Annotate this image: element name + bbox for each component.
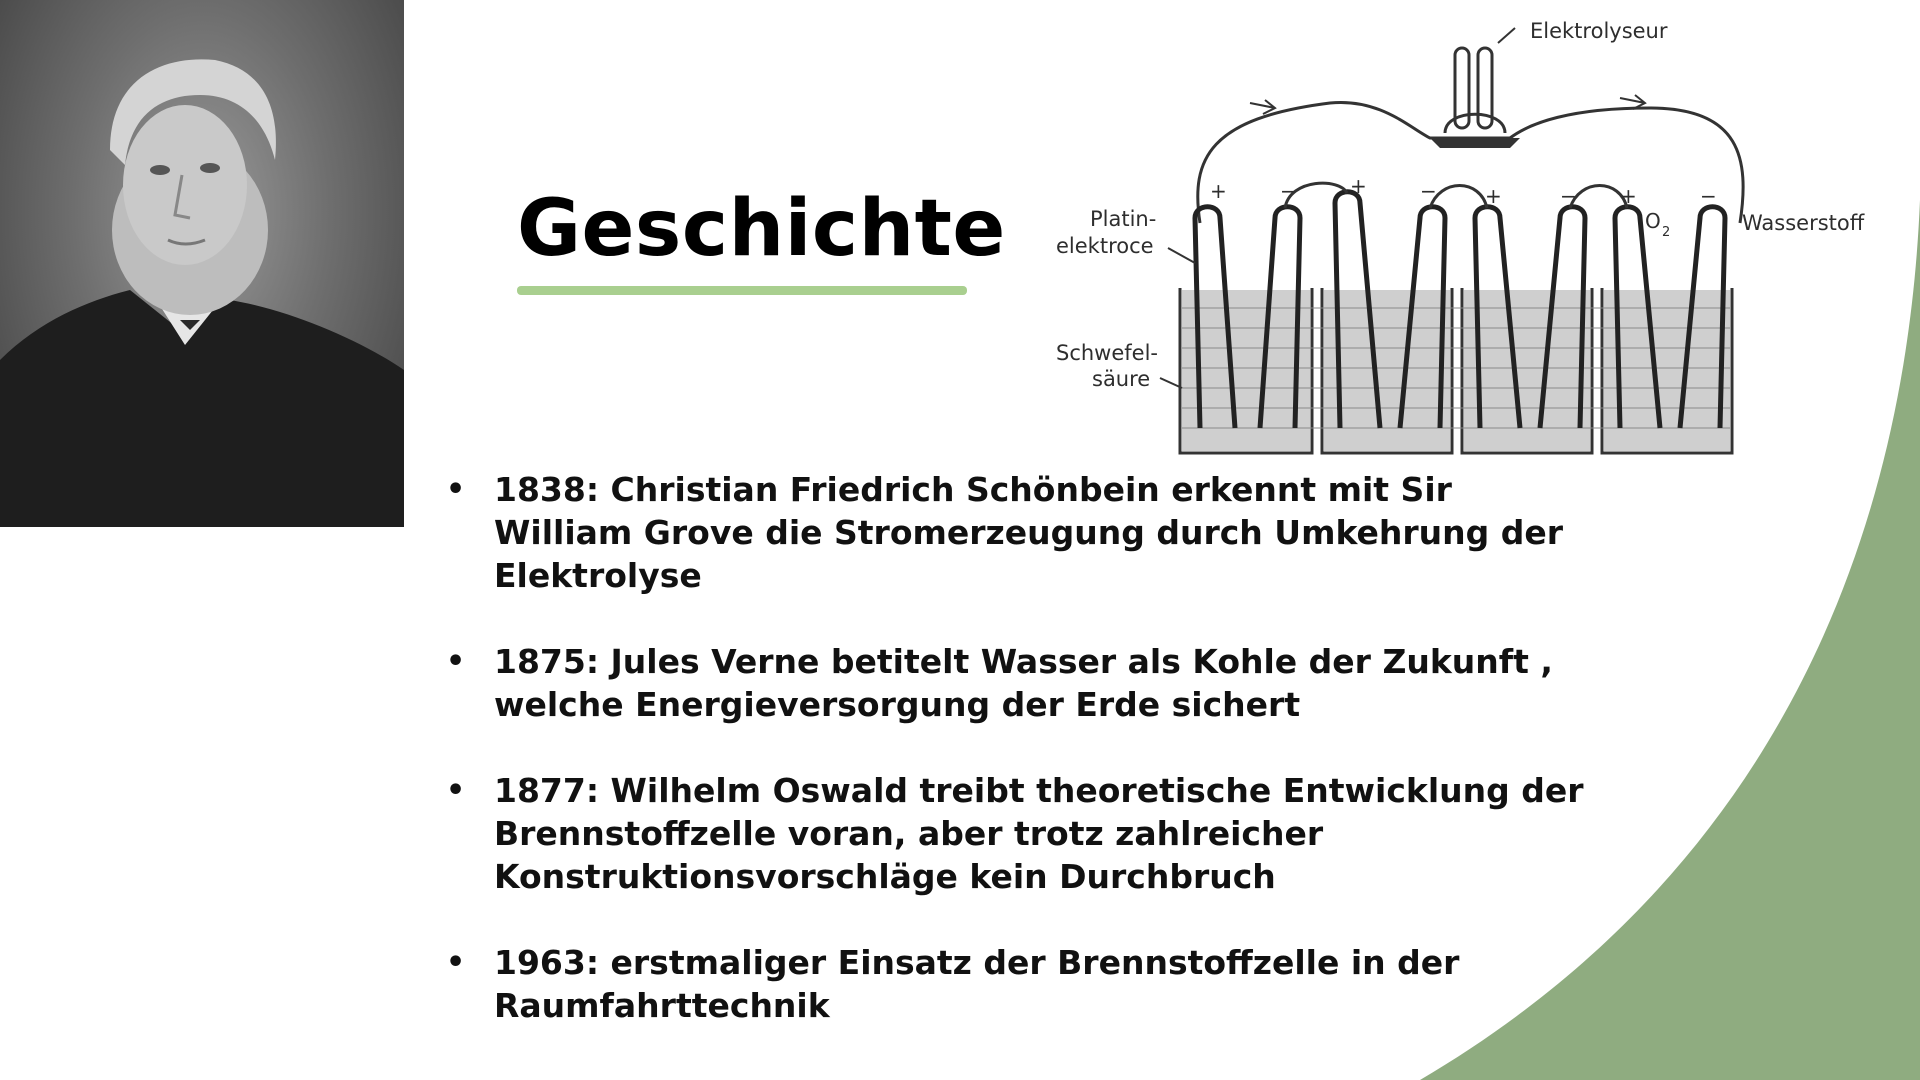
- diagram-label-schwefel-a: Schwefel-: [1056, 341, 1159, 365]
- bullet-item: [446, 769, 1596, 898]
- diagram-label-wasserstoff: Wasserstoff: [1742, 211, 1865, 235]
- svg-text:−: −: [1700, 184, 1717, 208]
- bullet-dot: •: [446, 773, 466, 808]
- svg-text:−: −: [1420, 179, 1437, 203]
- svg-text:+: +: [1350, 174, 1367, 198]
- svg-text:+: +: [1620, 184, 1637, 208]
- diagram-label-o2-sub: 2: [1662, 225, 1671, 240]
- svg-text:−: −: [1280, 179, 1297, 203]
- diagram-label-platin-a: Platin-: [1090, 207, 1157, 231]
- bullet-text: 1877: Wilhelm Oswald treibt theoretische Entwicklung der Brennstoffzelle voran, aber trotz zahlreicher Konstruktionsvorschläge kein Durchbruch: [494, 771, 1584, 896]
- bullet-dot: •: [446, 644, 466, 679]
- diagram-label-elektrolyseur: Elektrolyseur: [1530, 19, 1668, 43]
- svg-text:+: +: [1485, 184, 1502, 208]
- page-title: Geschichte: [517, 184, 1006, 274]
- diagram-label-schwefel-b: säure: [1092, 367, 1151, 391]
- bullet-dot: •: [446, 945, 466, 980]
- portrait-photo-icon: [0, 0, 404, 527]
- svg-text:−: −: [1560, 184, 1577, 208]
- bullet-item: [446, 468, 1596, 597]
- bullet-text: 1838: Christian Friedrich Schönbein erkennt mit Sir William Grove die Stromerzeugung durch Umkehrung der Elektrolyse: [494, 470, 1564, 595]
- svg-text:+: +: [1210, 179, 1227, 203]
- bullet-item: [446, 640, 1596, 726]
- diagram-label-platin-b: elektroce: [1056, 234, 1154, 258]
- fuel-cell-diagram-icon: [1050, 8, 1880, 468]
- bullet-dot: •: [446, 472, 466, 507]
- bullet-text: 1875: Jules Verne betitelt Wasser als Kohle der Zukunft , welche Energieversorgung der Erde sichert: [494, 642, 1553, 724]
- history-bullet-list: [446, 468, 1596, 1070]
- bullet-item: [446, 941, 1596, 1027]
- title-underline: [517, 286, 967, 295]
- diagram-label-o2: O: [1645, 209, 1661, 233]
- bullet-text: 1963: erstmaliger Einsatz der Brennstoffzelle in der Raumfahrttechnik: [494, 943, 1460, 1025]
